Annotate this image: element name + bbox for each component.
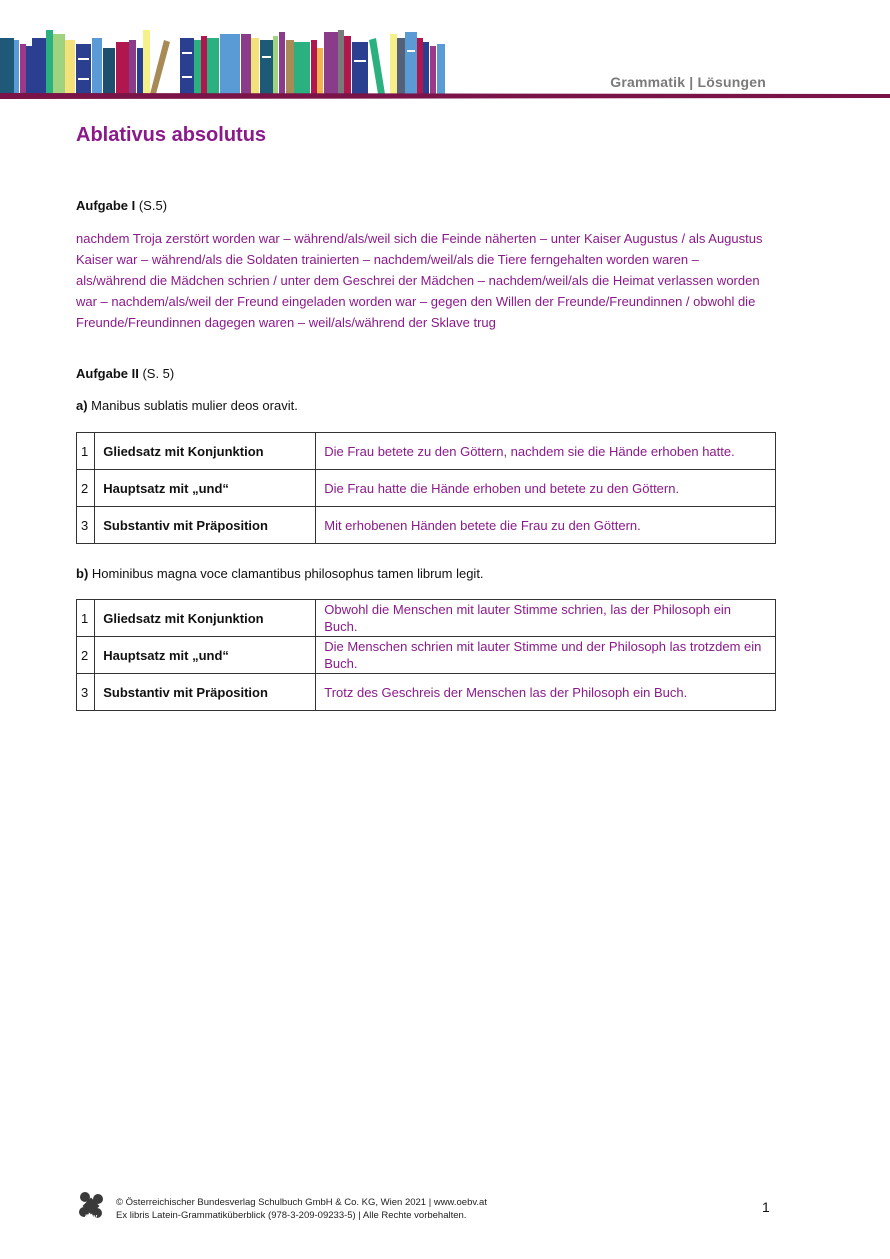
publisher-logo-icon [76, 1190, 106, 1222]
task2-heading-label: Aufgabe II [76, 366, 139, 381]
row-number: 2 [77, 470, 95, 507]
row-answer: Mit erhobenen Händen betete die Frau zu den Göttern. [316, 507, 776, 544]
row-type: Hauptsatz mit „und“ [95, 470, 316, 507]
task1-heading-label: Aufgabe I [76, 198, 136, 213]
row-answer: Die Frau hatte die Hände erhoben und betete zu den Göttern. [316, 470, 776, 507]
task2b-latin: Hominibus magna voce clamantibus philosophus tamen librum legit. [88, 566, 484, 581]
task2a-sentence [76, 398, 298, 413]
task2-heading-page: (S. 5) [138, 366, 175, 381]
table-row [77, 433, 776, 470]
page-number: 1 [762, 1199, 770, 1215]
row-type: Hauptsatz mit „und“ [95, 637, 316, 674]
row-number: 3 [77, 674, 95, 711]
task2a-label: a) [76, 398, 88, 413]
task2b-label: b) [76, 566, 89, 581]
task2b-sentence [76, 566, 484, 581]
row-number: 1 [77, 600, 95, 637]
task1-heading [76, 198, 167, 213]
table-row [77, 600, 776, 637]
row-type: Gliedsatz mit Konjunktion [95, 600, 316, 637]
row-answer: Die Menschen schrien mit lauter Stimme und der Philosoph las trotzdem ein Buch. [316, 637, 776, 674]
task2-heading [76, 366, 174, 381]
header-section-label: Grammatik | Lösungen [610, 74, 766, 90]
task2a-table [76, 432, 776, 544]
task2a-latin: Manibus sublatis mulier deos oravit. [87, 398, 298, 413]
header-rule [0, 93, 890, 99]
row-type: Substantiv mit Präposition [95, 674, 316, 711]
footer-copyright [116, 1196, 487, 1222]
footer-line-1: © Österreichischer Bundesverlag Schulbuch GmbH & Co. KG, Wien 2021 | www.oebv.at [116, 1197, 487, 1208]
logo-text: öbv [84, 1214, 98, 1221]
row-answer: Obwohl die Menschen mit lauter Stimme schrien, las der Philosoph ein Buch. [316, 600, 776, 637]
table-row [77, 470, 776, 507]
table-row [77, 674, 776, 711]
row-type: Gliedsatz mit Konjunktion [95, 433, 316, 470]
row-answer: Trotz des Geschreis der Menschen las der Philosoph ein Buch. [316, 674, 776, 711]
page-title: Ablativus absolutus [76, 124, 267, 146]
table-row [77, 637, 776, 674]
row-type: Substantiv mit Präposition [95, 507, 316, 544]
row-number: 1 [77, 433, 95, 470]
table-row [77, 507, 776, 544]
row-number: 2 [77, 637, 95, 674]
header-books-illustration [0, 28, 450, 94]
footer-line-2: Ex libris Latein-Grammatiküberblick (978-3-209-09233-5) | Alle Rechte vorbehalten. [116, 1210, 467, 1221]
task2b-table [76, 599, 776, 711]
task1-heading-page: (S.5) [135, 198, 168, 213]
task1-answer: nachdem Troja zerstört worden war – während/als/weil sich die Feinde näherten – unter Kaiser Augustus / als Augustus Kaiser war – während/als die Soldaten trainierten – nachdem/weil/als die Tiere ferngehalten worden waren – als/während die Mädchen schrien / unter dem Geschrei der Mädchen – nachdem/weil/als die Heimat verlassen worden war – nachdem/als/weil der Freund eingeladen worden war – gegen den Willen der Freunde/Freundinnen / obwohl die Freunde/Freundinnen dagegen waren – weil/als/während der Sklave trug [76, 231, 763, 330]
row-number: 3 [77, 507, 95, 544]
row-answer: Die Frau betete zu den Göttern, nachdem sie die Hände erhoben hatte. [316, 433, 776, 470]
